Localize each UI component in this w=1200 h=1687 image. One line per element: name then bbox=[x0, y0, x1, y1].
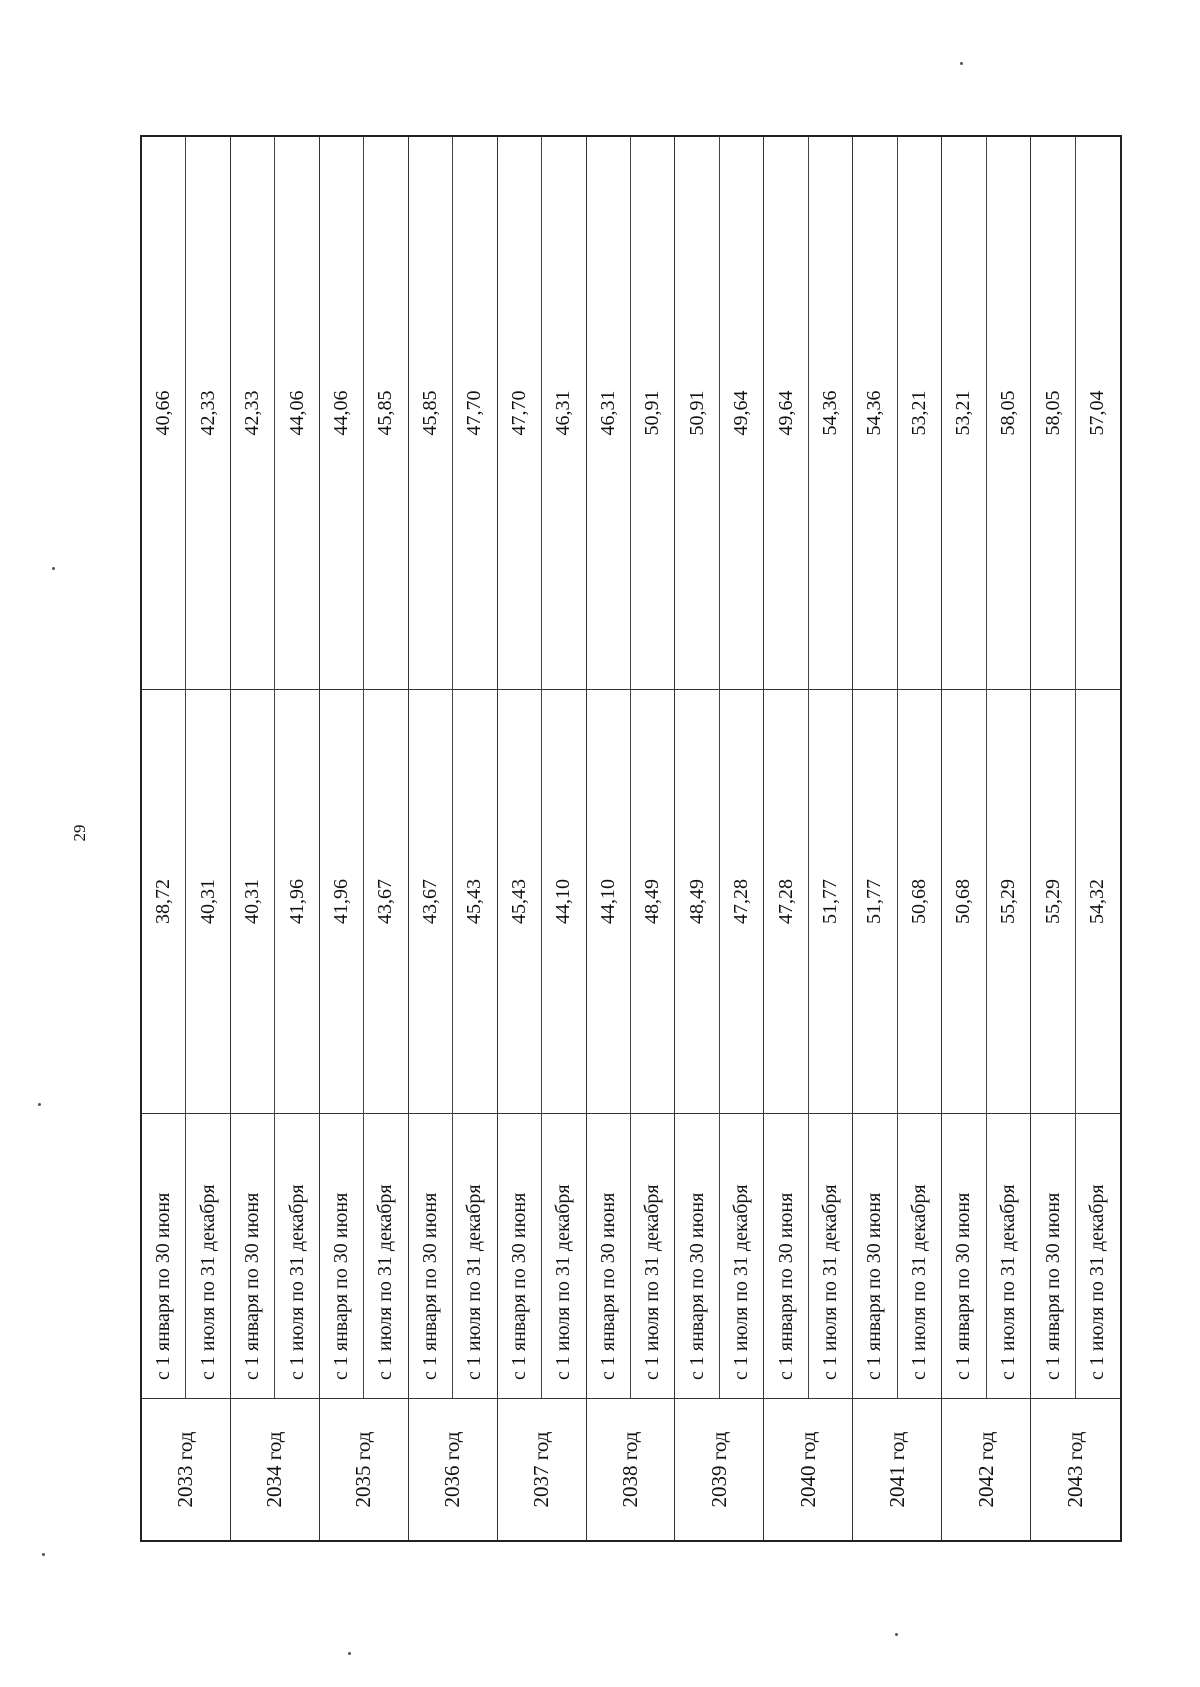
value-cell-2: 46,31 bbox=[552, 390, 575, 436]
period-group bbox=[498, 137, 586, 1398]
period-row bbox=[142, 137, 186, 1398]
period-group bbox=[942, 137, 1030, 1398]
period-row bbox=[764, 137, 808, 1398]
period-row bbox=[987, 137, 1030, 1398]
period-group bbox=[675, 137, 763, 1398]
value-cell-2: 49,64 bbox=[730, 390, 753, 436]
period-row bbox=[231, 137, 275, 1398]
period-group bbox=[853, 137, 941, 1398]
value-cell-1: 50,68 bbox=[942, 689, 985, 1113]
value-cell-1: 54,32 bbox=[1076, 689, 1120, 1113]
period-row bbox=[898, 137, 941, 1398]
scan-speck bbox=[42, 1553, 45, 1556]
year-cell: 2043 год bbox=[1031, 1398, 1120, 1540]
year-row bbox=[320, 137, 409, 1540]
period-group bbox=[587, 137, 675, 1398]
year-row bbox=[853, 137, 942, 1540]
year-cell: 2040 год bbox=[764, 1398, 852, 1540]
period-label: с 1 января по 30 июня bbox=[587, 1113, 630, 1398]
period-label: с 1 января по 30 июня bbox=[942, 1113, 985, 1398]
value-cell-2: 57,04 bbox=[1086, 390, 1109, 436]
period-row bbox=[1076, 137, 1120, 1398]
year-cell: 2037 год bbox=[498, 1398, 586, 1540]
period-group bbox=[142, 137, 230, 1398]
value-cell-2: 42,33 bbox=[196, 390, 219, 436]
value-cell-1: 47,28 bbox=[764, 689, 807, 1113]
period-label: с 1 января по 30 июня bbox=[498, 1113, 541, 1398]
period-group bbox=[409, 137, 497, 1398]
value-cell-2: 58,05 bbox=[1041, 390, 1064, 436]
period-label: с 1 июля по 31 декабря bbox=[631, 1113, 674, 1398]
year-cell: 2038 год bbox=[587, 1398, 675, 1540]
period-label: с 1 июля по 31 декабря bbox=[809, 1113, 852, 1398]
year-row bbox=[587, 137, 676, 1540]
value-cell-2: 44,06 bbox=[330, 390, 353, 436]
year-row bbox=[142, 137, 231, 1540]
value-cell-1: 45,43 bbox=[453, 689, 496, 1113]
year-row bbox=[764, 137, 853, 1540]
scan-speck bbox=[348, 1652, 351, 1655]
period-label: с 1 июля по 31 декабря bbox=[898, 1113, 941, 1398]
value-cell-2: 50,91 bbox=[685, 390, 708, 436]
year-cell: 2035 год bbox=[320, 1398, 408, 1540]
value-cell-2: 54,36 bbox=[819, 390, 842, 436]
value-cell-1: 38,72 bbox=[142, 689, 185, 1113]
value-cell-1: 48,49 bbox=[631, 689, 674, 1113]
period-label: с 1 июля по 31 декабря bbox=[275, 1113, 318, 1398]
value-cell-2: 45,85 bbox=[374, 390, 397, 436]
period-label: с 1 июля по 31 декабря bbox=[453, 1113, 496, 1398]
value-cell-2: 47,70 bbox=[507, 390, 530, 436]
value-cell-2: 53,21 bbox=[952, 390, 975, 436]
period-label: с 1 июля по 31 декабря bbox=[987, 1113, 1030, 1398]
value-cell-1: 51,77 bbox=[853, 689, 896, 1113]
period-group bbox=[764, 137, 852, 1398]
period-row bbox=[1031, 137, 1076, 1398]
scan-speck bbox=[52, 567, 55, 570]
period-row bbox=[720, 137, 763, 1398]
period-label: с 1 июля по 31 декабря bbox=[542, 1113, 585, 1398]
value-cell-1: 50,68 bbox=[898, 689, 941, 1113]
period-label: с 1 января по 30 июня bbox=[231, 1113, 274, 1398]
period-row bbox=[453, 137, 496, 1398]
year-row bbox=[942, 137, 1031, 1540]
period-row bbox=[498, 137, 542, 1398]
value-cell-2: 53,21 bbox=[907, 390, 930, 436]
period-row bbox=[809, 137, 852, 1398]
period-label: с 1 января по 30 июня bbox=[409, 1113, 452, 1398]
value-cell-2: 54,36 bbox=[863, 390, 886, 436]
year-cell: 2039 год bbox=[675, 1398, 763, 1540]
value-cell-2: 58,05 bbox=[996, 390, 1019, 436]
period-label: с 1 января по 30 июня bbox=[853, 1113, 896, 1398]
value-cell-2: 42,33 bbox=[241, 390, 264, 436]
scan-speck bbox=[960, 62, 963, 65]
period-row bbox=[364, 137, 407, 1398]
year-cell: 2033 год bbox=[142, 1398, 230, 1540]
page-number: 29 bbox=[70, 824, 89, 842]
value-cell-1: 48,49 bbox=[675, 689, 718, 1113]
value-cell-1: 44,10 bbox=[587, 689, 630, 1113]
value-cell-1: 43,67 bbox=[364, 689, 407, 1113]
year-cell: 2034 год bbox=[231, 1398, 319, 1540]
period-row bbox=[631, 137, 674, 1398]
value-cell-1: 51,77 bbox=[809, 689, 852, 1113]
value-cell-2: 45,85 bbox=[418, 390, 441, 436]
value-cell-1: 45,43 bbox=[498, 689, 541, 1113]
scan-speck bbox=[38, 1103, 41, 1106]
year-cell: 2041 год bbox=[853, 1398, 941, 1540]
period-group bbox=[1031, 137, 1120, 1398]
period-label: с 1 июля по 31 декабря bbox=[1076, 1113, 1120, 1398]
period-row bbox=[542, 137, 585, 1398]
period-row bbox=[320, 137, 364, 1398]
period-label: с 1 июля по 31 декабря bbox=[186, 1113, 229, 1398]
value-cell-1: 40,31 bbox=[186, 689, 229, 1113]
value-cell-1: 40,31 bbox=[231, 689, 274, 1113]
period-label: с 1 января по 30 июня bbox=[764, 1113, 807, 1398]
year-row bbox=[409, 137, 498, 1540]
period-label: с 1 января по 30 июня bbox=[675, 1113, 718, 1398]
value-cell-2: 49,64 bbox=[774, 390, 797, 436]
period-row bbox=[853, 137, 897, 1398]
value-cell-1: 43,67 bbox=[409, 689, 452, 1113]
value-cell-2: 50,91 bbox=[641, 390, 664, 436]
period-row bbox=[587, 137, 631, 1398]
period-row bbox=[942, 137, 986, 1398]
period-row bbox=[409, 137, 453, 1398]
period-group bbox=[320, 137, 408, 1398]
period-label: с 1 января по 30 июня bbox=[1031, 1113, 1075, 1398]
value-cell-1: 44,10 bbox=[542, 689, 585, 1113]
value-cell-1: 55,29 bbox=[987, 689, 1030, 1113]
period-row bbox=[675, 137, 719, 1398]
scan-speck bbox=[895, 1633, 898, 1636]
value-cell-2: 46,31 bbox=[596, 390, 619, 436]
table-container bbox=[140, 135, 1122, 1542]
value-cell-1: 47,28 bbox=[720, 689, 763, 1113]
year-cell: 2042 год bbox=[942, 1398, 1030, 1540]
period-label: с 1 января по 30 июня bbox=[320, 1113, 363, 1398]
value-cell-1: 41,96 bbox=[275, 689, 318, 1113]
value-cell-1: 55,29 bbox=[1031, 689, 1075, 1113]
year-row bbox=[1031, 137, 1120, 1540]
year-cell: 2036 год bbox=[409, 1398, 497, 1540]
value-cell-1: 41,96 bbox=[320, 689, 363, 1113]
year-row bbox=[231, 137, 320, 1540]
period-label: с 1 января по 30 июня bbox=[142, 1113, 185, 1398]
period-row bbox=[186, 137, 229, 1398]
value-cell-2: 40,66 bbox=[152, 390, 175, 436]
value-cell-2: 47,70 bbox=[463, 390, 486, 436]
period-group bbox=[231, 137, 319, 1398]
period-row bbox=[275, 137, 318, 1398]
period-label: с 1 июля по 31 декабря bbox=[364, 1113, 407, 1398]
year-row bbox=[498, 137, 587, 1540]
period-label: с 1 июля по 31 декабря bbox=[720, 1113, 763, 1398]
tariff-table bbox=[140, 135, 1122, 1542]
value-cell-2: 44,06 bbox=[285, 390, 308, 436]
year-row bbox=[675, 137, 764, 1540]
